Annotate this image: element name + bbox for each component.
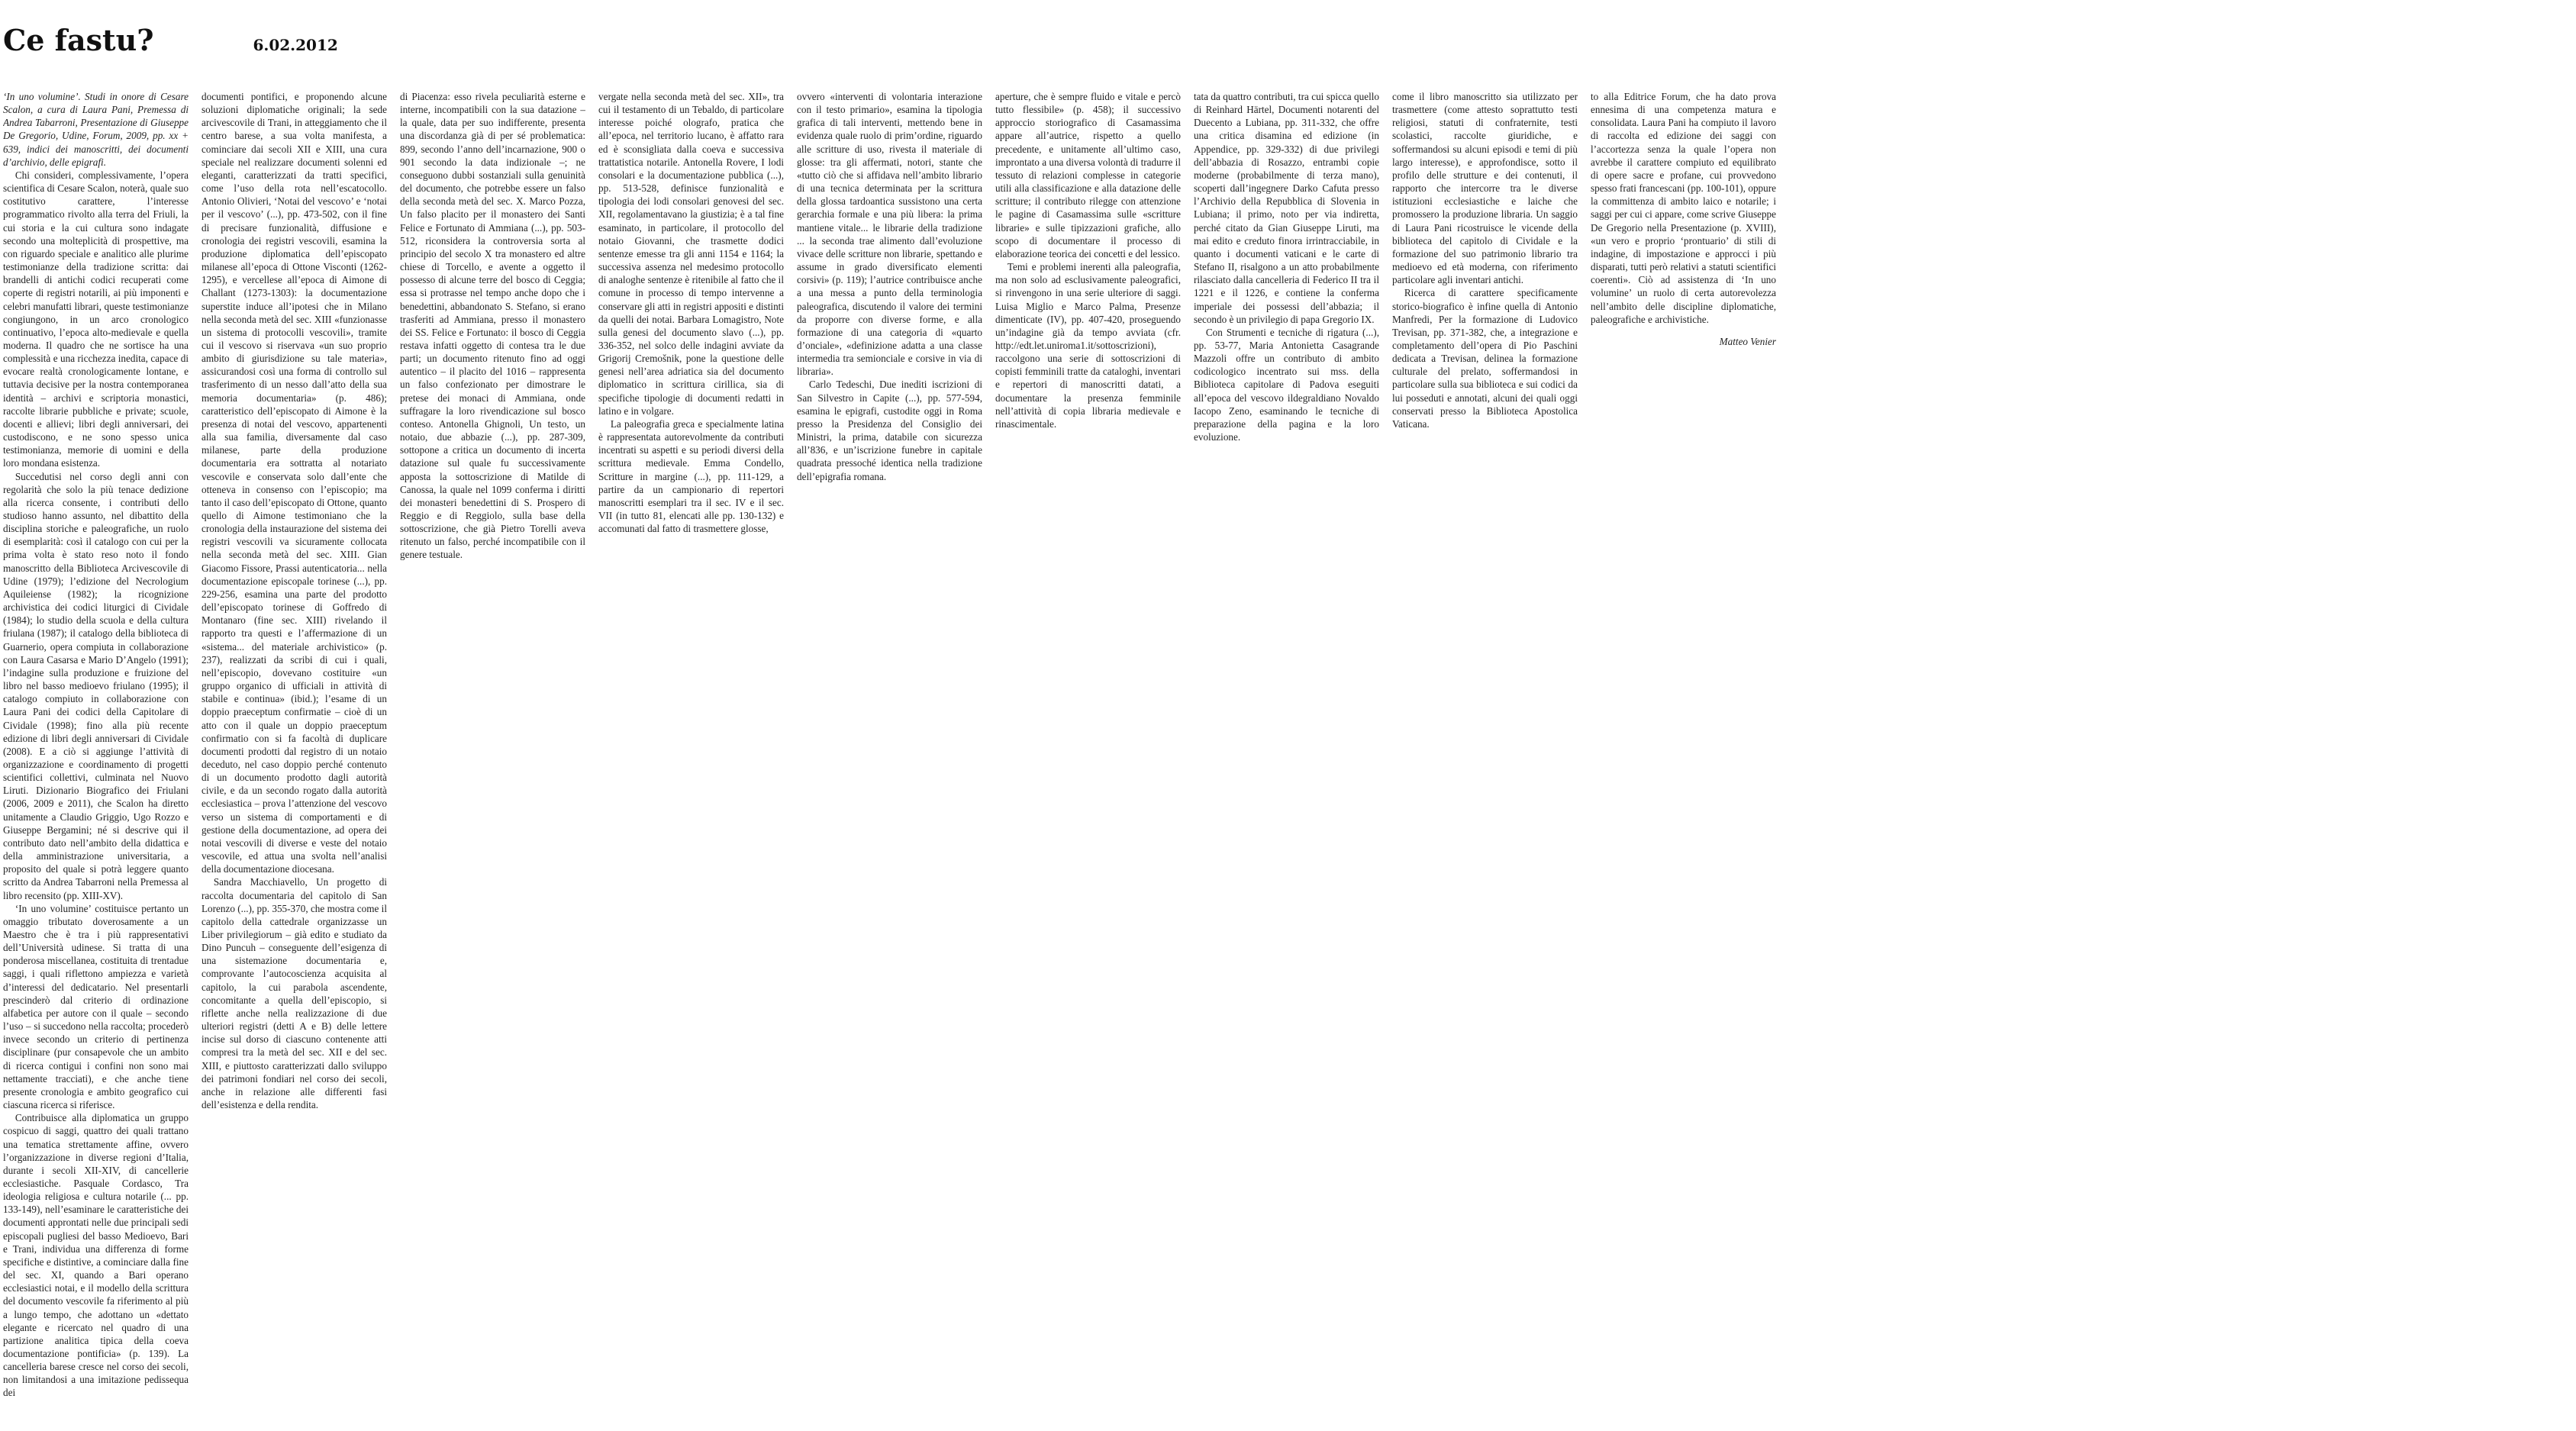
column-7 <box>1194 90 1379 1431</box>
paragraph: vergate nella seconda metà del sec. XII», tra cui il testamento di un Tebaldo, di particolare interesse poiché olografo, pratica che all’epoca, nel territorio lucano, è affatto rara ed è sconsigliata dalla coeva e successiva trattatistica notarile. Antonella Rovere, I lodi consolari e la documentazione pubblica (...), pp. 513-528, definisce funzionalità e tipologia dei lodi consolari genovesi del sec. XII, regolamentavano la giustizia; è a tal fine esaminato, in particolare, il protocollo del notaio Giovanni, che trasmette dodici sentenze emesse tra gli anni 1154 e 1164; la successiva assenza nel medesimo protocollo di analoghe sentenze è ritenibile al fatto che il comune in processo di tempo intervenne a conservare gli atti in registri appositi e distinti da quelli dei notai. Barbara Lomagistro, Note sulla genesi del documento slavo (...), pp. 336-352, nel solco delle indagini avviate da Grigoriј Cremošnik, pone la questione delle genesi nell’area adriatica sia del documento diplomatico in scrittura cirillica, sia di specifiche tipologie di documenti redatti in latino e in volgare. <box>598 91 784 417</box>
paragraph: aperture, che è sempre fluido e vitale e percò tutto flessibile» (p. 458); il successivo approccio storiografico di Casamassima appare all’autrice, rispetto a quello precedente, e unitamente all’ultimo caso, improntato a una diversa volontà di tradurre il tessuto di relazioni complesse in categorie utili alla classificazione e alla datazione delle scritture; il contributo rilegge con attenzione le pagine di Casamassima sulle «scritture librarie» e sulle tipizzazioni grafiche, allo scopo di documentare il processo di elaborazione teorica dei concetti e del lessico. <box>995 91 1181 259</box>
paragraph: Contribuisce alla diplomatica un gruppo cospicuo di saggi, quattro dei quali trattano una tematica strettamente affine, ovvero l’organizzazione in diverse regioni d’Italia, durante i secoli XII-XIV, di cancellerie ecclesiastiche. Pasquale Cordasco, Tra ideologia religiosa e cultura notarile (... pp. 133-149), nell’esaminare le caratteristiche dei documenti approntati nelle due principali sedi episcopali pugliesi del basso Medioevo, Bari e Trani, individua una differenza di forme specifiche e distintive, a cominciare dalla fine del sec. XI, quando a Bari operano ecclesiastici notai, e il modello della scrittura del documento vescovile fa riferimento al più a lungo tempo, che adottano un «dettato elegante e ricercato nel quadro di una partizione analitica tipica della coeva documentazione pontificia» (p. 139). La cancelleria barese cresce nel corso dei secoli, non limitandosi a una imitazione pedissequa dei <box>3 1112 189 1399</box>
paragraph: ‘In uno volumine’. Studi in onore di Cesare Scalon, a cura di Laura Pani, Premessa di Andrea Tabarroni, Presentazione di Giuseppe De Gregorio, Udine, Forum, 2009, pp. xx + 639, indici dei manoscritti, dei documenti d’archivio, delle epigrafi. <box>3 91 189 168</box>
paragraph: Succedutisi nel corso degli anni con regolarità che solo la più tenace dedizione alla ricerca consente, i contributi dello studioso hanno assunto, nel dibattito della disciplina storiche e paleografiche, un ruolo di esemplarità: così il catalogo con cui per la prima volta è stato reso noto il fondo manoscritto della Biblioteca Arcivescovile di Udine (1979); l’edizione del Necrologium Aquileiense (1982); la ricognizione archivistica dei codici liturgici di Cividale (1984); lo studio della scuola e della cultura friulana (1987); il catalogo della biblioteca di Guarnerio, opera compiuta in collaborazione con Laura Casarsa e Mario D’Angelo (1991); l’indagine sulla produzione e fruizione del libro nel basso medioevo friulano (1995); il catalogo compiuto in collaborazione con Laura Pani dei codici della Capitolare di Cividale (1998); fino alla più recente edizione di libri degli anniversari di Cividale (2008). E a ciò si aggiunge l’attività di organizzazione e coordinamento di progetti scientifici collettivi, culminata nel Nuovo Liruti. Dizionario Biografico dei Friulani (2006, 2009 e 2011), che Scalon ha diretto unitamente a Claudio Griggio, Ugo Rozzo e Giuseppe Bergamini; né si descrive qui il contributo dato nell’ambito della didattica e della amministrazione universitaria, a proposito del quale si potrà leggere quanto scritto da Andrea Tabarroni nella Premessa al libro recensito (pp. XIII-XV). <box>3 470 189 901</box>
paragraph: Chi consideri, complessivamente, l’opera scientifica di Cesare Scalon, noterà, quale suo costitutivo carattere, l’interesse programmatico rivolto alla terra del Friuli, la cui storia e la cui cultura sono indagate secondo una molteplicità di prospettive, ma con riguardo speciale e analitico alle plurime testimonianze della tradizione scritta: dai brandelli di antichi codici recuperati come coperte di registri notarili, ai più imponenti e celebri manufatti librari, queste testimonianze congiungono, in un arco cronologico continuativo, l’epoca alto-medievale e quella moderna. Il quadro che ne sortisce ha una complessità e una ricchezza inedita, capace di evocare realtà cronologicamente lontane, e tuttavia decisive per la nostra contemporanea identità – archivi e scriptoria monastici, raccolte librarie pubbliche e private; scuole, docenti e allievi; libri degli anniversari, dei custodiscono, e ne sono spesso unica testimonianza, memorie di uomini e della loro mondana esistenza. <box>3 169 189 469</box>
author-signature: Matteo Venier <box>1719 335 1776 347</box>
publication-date: 6.02.2012 <box>253 36 338 54</box>
page-title: Ce fastu? <box>3 23 154 57</box>
paragraph: Temi e problemi inerenti alla paleografia, ma non solo ad esclusivamente paleografici, si rinvengono in una serie ulteriore di saggi. Luisa Miglio e Marco Palma, Presenze dimenticate (IV), pp. 407-420, proseguendo un’indagine già da tempo avviata (cfr. http://edt.let.uniroma1.it/sottoscrizioni), raccolgono una serie di sottoscrizioni di copisti femminili tratte da cataloghi, inventari e repertori di manoscritti datati, a documentare la presenza femminile nell’attività di copia libraria medievale e rinascimentale. <box>995 261 1181 430</box>
paragraph: ‘In uno volumine’ costituisce pertanto un omaggio tributato doverosamente a un Maestro che è tra i più rappresentativi dell’Università udinese. Si tratta di una ponderosa miscellanea, costituita di trentadue saggi, i quali riflettono ampiezza e varietà d’interessi del dedicatario. Nel presentarli prescinderò dal criterio di ordinazione alfabetica per autore con il quale – secondo l’uso – si succedono nella raccolta; procederò invece secondo un criterio di pertinenza disciplinare (pur consapevole che un ambito di ricerca contigui i confini non sono mai nettamente tracciati), e che anche tiene presente cronologia e ambito geografico cui ciascuna ricerca si riferisce. <box>3 902 189 1111</box>
article-columns <box>0 90 2576 1431</box>
paragraph: Ricerca di carattere specificamente storico-biografico è infine quella di Antonio Manfredi, Per la formazione di Ludovico Trevisan, pp. 371-382, che, a integrazione e completamento dell’opera di Pio Paschini dedicata a Trevisan, delinea la formazione culturale del prelato, soffermandosi in particolare sulla sua biblioteca e sui codici da lui posseduti e annotati, alcuni dei quali oggi conservati presso la Biblioteca Apostolica Vaticana. <box>1392 287 1578 430</box>
paragraph: ovvero «interventi di volontaria interazione con il testo primario», esamina la tipologia grafica di tali interventi, mettendo bene in evidenza quale ruolo di prim’ordine, riguardo alle scritture di uso, rivesta il materiale di glosse: tra gli affermati, notori, stante che «tutto ciò che si affidava nell’ambito librario di una tecnica determinata per la scrittura della glossa tardoantica sussistono una certa gerarchia formale e una più libera: la prima mantiene vitale... le librarie della tradizione ... la seconda trae alimento dall’evoluzione vivace delle scritture non librarie, spettando e assume in grado diversificato elementi corsivi» (p. 119); l’autrice contribuisce anche a una messa a punto della terminologia paleografica, discutendo il valore dei termini da proporre con diverse forme, e alla formazione di una categoria di «quarto d’onciale», «definizione adatta a una classe intermedia tra semionciale e corsive in via di libraria». <box>797 91 982 378</box>
column-8 <box>1392 90 1578 1431</box>
paragraph: di Piacenza: esso rivela peculiarità esterne e interne, incompatibili con la sua datazione – la quale, data per suo indifferente, presenta una discordanza già di per sé problematica: 899, secondo l’anno dell’incarnazione, 900 o 901 secondo la data indizionale –; ne conseguono dubbi sostanziali sulla genuinità del documento, che potrebbe essere un falso della seconda metà del sec. X. Marco Pozza, Un falso placito per il monastero dei Santi Felice e Fortunato di Ammiana (...), pp. 503-512, riconsidera la controversia sorta al principio del secolo X tra monastero ed altre chiese di Torcello, e avente a oggetto il possesso di alcune terre del bosco di Ceggia; essa si protrasse nel tempo anche dopo che i benedettini, abbandonato S. Stefano, si erano trasferiti ad Ammiana, presso il monastero dei SS. Felice e Fortunato: il bosco di Ceggia restava infatti oggetto di contesa tra le due parti; un documento ritenuto fino ad oggi autentico – il placito del 1016 – rappresenta un falso confezionato per dimostrare le pretese dei monaci di Ammiana, onde suffragare la loro rivendicazione sul bosco conteso. Antonella Ghignoli, Un testo, un notaio, due abbazie (...), pp. 287-309, sottopone a critica un documento di incerta datazione sul quale fu successivamente apposta la sottoscrizione di Matilde di Canossa, la quale nel 1099 conferma i diritti dei monasteri benedettini di S. Prospero di Reggio e di Reggiolo, sulla base della sottoscrizione, che già Pietro Torelli aveva ritenuto un falso, perché incompatibile con il genere testuale. <box>400 91 585 561</box>
column-5 <box>797 90 982 1431</box>
paragraph: La paleografia greca e specialmente latina è rappresentata autorevolmente da contributi incentrati su aspetti e su periodi diversi della scrittura medievale. Emma Condello, Scritture in margine (...), pp. 111-129, a partire da un campionario di repertori manoscritti esemplari tra il sec. IV e il sec. VII (in tutto 81, elencati alle pp. 130-132) e accomunati dal fatto di trasmettere glosse, <box>598 417 784 535</box>
paragraph: Sandra Macchiavello, Un progetto di raccolta documentaria del capitolo di San Lorenzo (...), pp. 355-370, che mostra come il capitolo della cattedrale organizzasse un Liber privilegiorum – già edito e studiato da Dino Puncuh – conseguente dell’esigenza di una sistemazione documentaria e, comprovante l’autocoscienza acquisita al capitolo, la cui parabola ascendente, concomitante a quella dell’episcopio, si riflette anche nella realizzazione di due ulteriori registri (detti A e B) delle lettere incise sul dorso di ciascuno contenente atti compresi tra la metà del sec. XII e del sec. XIII, e piuttosto caratterizzati dallo sviluppo dei patrimoni fondiari nel corso dei secoli, anche in relazione alle differenti fasi dell’esistenza e della rendita. <box>202 876 387 1111</box>
column-6 <box>995 90 1181 1431</box>
paragraph: Con Strumenti e tecniche di rigatura (...), pp. 53-77, Maria Antonietta Casagrande Mazzoli offre un contributo di ambito codicologico incentrato sui mss. della Biblioteca capitolare di Padova eseguiti all’epoca del vescovo ildegraldiano Novaldo Iacopo Zeno, esaminando le tecniche di preparazione della pagina e la loro evoluzione. <box>1194 326 1379 443</box>
column-3 <box>400 90 585 1431</box>
paragraph: Carlo Tedeschi, Due inediti iscrizioni di San Silvestro in Capite (...), pp. 577-594, esamina le epigrafi, custodite oggi in Roma presso la Presidenza del Consiglio dei Ministri, la prima, databile con sicurezza all’836, e un’iscrizione funebre in capitale quadrata pressoché identica nella tradizione dell’epigrafia romana. <box>797 379 982 482</box>
masthead <box>0 23 338 76</box>
column-1 <box>3 90 189 1431</box>
column-4 <box>598 90 784 1431</box>
column-9 <box>1591 90 1776 487</box>
paragraph: tata da quattro contributi, tra cui spicca quello di Reinhard Härtel, Documenti notarenti del Duecento a Lubiana, pp. 311-332, che offre una critica disamina ed edizione (in Appendice, pp. 329-332) di due privilegi dell’abbazia di Rosazzo, entrambi copie moderne (probabilmente di terza mano), scoperti dall’ingegnere Darko Cafuta presso l’Archivio della Repubblica di Slovenia in Lubiana; il primo, noto per via indiretta, perché citato da Gian Giuseppe Liruti, ma mai edito e creduto finora irrintracciabile, in quanto i documenti vaticani e le carte di Stefano II, risalgono a un atto probabilmente rilasciato dalla cancelleria di Federico II tra il 1221 e il 1226, e contiene la conferma imperiale dei possessi dell’abbazia; il secondo è un privilegio di papa Gregorio IX. <box>1194 91 1379 325</box>
paragraph: come il libro manoscritto sia utilizzato per trasmettere (come attesto soprattutto testi religiosi, statuti di confraternite, testi scolastici, raccolte giuridiche, e soffermandosi su alcuni episodi e temi di più largo interesse), e approfondisce, sotto il profilo delle strutture e dei contenuti, il rapporto che intercorre tra le diverse istituzioni ecclesiastiche e laiche che promossero la produzione libraria. Un saggio di Laura Pani ricostruisce le vicende della biblioteca del capitolo di Cividale e la formazione del suo patrimonio librario tra medioevo ed età moderna, con riferimento particolare agli inventari antichi. <box>1392 91 1578 286</box>
paragraph: documenti pontifici, e proponendo alcune soluzioni diplomatiche originali; la sede arcivescovile di Trani, in atteggiamento che il centro barese, a sua volta manifesta, a cominciare dai secoli XII e XIII, una cura speciale nel realizzare documenti solenni ed eleganti, caratterizzati da tratti specifici, come l’uso della rota nell’escatocollo. Antonio Olivieri, ‘Notai del vescovo’ e ‘notai per il vescovo’ (...), pp. 473-502, con il fine di precisare funzionalità, diffusione e cronologia dei registri vescovili, esamina la produzione diplomatica dell’episcopato milanese all’epoca di Ottone Visconti (1262-1295), e vercellese all’epoca di Aimone di Challant (1273-1303): la documentazione superstite induce all’ipotesi che in Milano nella seconda metà del sec. XIII «funzionasse un sistema di protocolli vescovili», tramite cui il vescovo si riservava «un suo proprio ambito di giurisdizione su tale materia», assicurandosi così una forma di controllo sul trasferimento di un nesso dall’atto della sua memoria documentaria» (p. 486); caratteristico dell’episcopato di Aimone è la presenza di notai del vescovo, appartenenti alla sua familia, diversamente dal caso milanese, parte della produzione documentaria era sottratta al notariato vescovile e conservata solo dall’ente che otteneva in consenso con l’episcopio; ma tanto il caso dell’episcopato di Ottone, quanto quello di Aimone testimoniano che la cronologia della instaurazione del sistema dei registri vescovili va sicuramente collocata nella seconda metà del sec. XIII. Gian Giacomo Fissore, Prassi autenticatoria... nella documentazione episcopale torinese (...), pp. 229-256, esamina una parte del prodotto dell’episcopato torinese di Goffredo di Montanaro (fine sec. XIII) rivelando il rapporto tra questi e l’affermazione di un «sistema... del materiale archivistico» (p. 237), realizzati da scribi di cui i quali, nell’episcopio, dovevano costituire «un gruppo organico di ufficiali in attività di stabile e continua» (ibid.); l’esame di un doppio praeceptum confirmatie – cioè di un atto con il quale un doppio praeceptum confirmatio con si fa facoltà di duplicare documenti prodotti dal registro di un notaio deceduto, nel caso doppio perché contenuto di un documento prodotto dagli autorità civile, e da un secondo rogato dalla autorità ecclesiastica – prova l’attenzione del vescovo verso un sistema di comportamenti e di gestione della documentazione, ad opera dei notai vescovili di diverse e veste del notaio vescovile, ed attua una svolta nell’analisi della documentazione diocesana. <box>202 91 387 875</box>
paragraph: to alla Editrice Forum, che ha dato prova ennesima di una competenza matura e consolidata. Laura Pani ha compiuto il lavoro di raccolta ed edizione dei saggi con l’accortezza senza la quale l’opera non avrebbe il carattere compiuto ed equilibrato di opere sacre e profane, cui provvedono spesso frati francescani (pp. 100-101), oppure la committenza di ambito laico e notarile; i saggi per cui ci appare, come scrive Giuseppe De Gregorio nella Presentazione (p. XVIII), «un vero e proprio ‘prontuario’ di stili di indagine, di impostazione e approcci i più disparati, tutti però relativi a statuti scientifici coerenti». Ciò ad assistenza di ‘In uno volumine’ un ruolo di certa autorevolezza nell’ambito delle discipline diplomatiche, paleografiche e archivistiche. <box>1591 91 1776 325</box>
column-2 <box>202 90 387 1431</box>
